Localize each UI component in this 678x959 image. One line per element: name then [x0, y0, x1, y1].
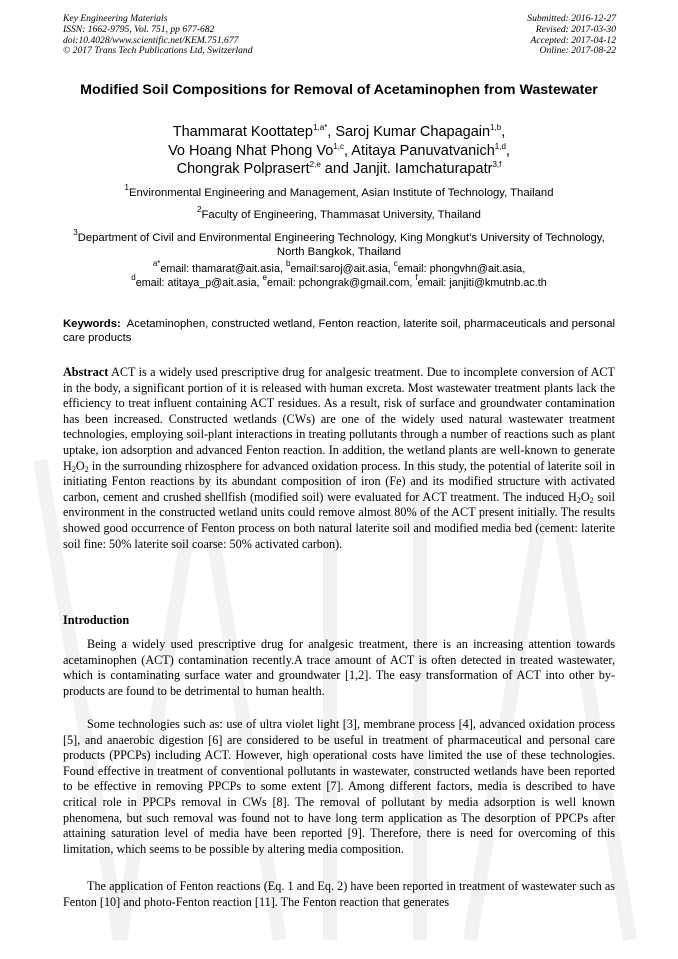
email-sup: b [285, 259, 291, 268]
chem-sub: 2 [589, 495, 594, 505]
keywords-label: Keywords: [63, 318, 121, 330]
keywords-text: Acetaminophen, constructed wetland, Fenton reaction, laterite soil, pharmaceuticals and personal care products [63, 318, 615, 344]
abstract [63, 365, 615, 552]
abstract-text: in the surrounding rhizosphere for advanced oxidation process. In this study, the potential of laterite soil in initiating Fenton reactions by its abundant composition of iron (Fe) and its modified structure with activated carbon, cement and crushed shellfish (modified soil) were evaluated for ACT treatment. The induced [63, 458, 615, 504]
author-sup: 2,e [309, 160, 321, 169]
chem-sub: 2 [71, 464, 76, 474]
affiliation-sup: 1 [124, 183, 129, 192]
author-sup: 1,b [490, 123, 502, 132]
abstract-label: Abstract [63, 365, 109, 379]
journal-info [63, 14, 253, 57]
chem-o: O [75, 458, 85, 473]
chem-h: H [63, 458, 72, 473]
affiliation [63, 228, 615, 259]
email-list: $^{a*}$email: thamarat@ait.asia, $^b$email:saroj@ait.asia, $^c$email: phongvhn@ait.asia, $^d$email: atitaya_p@ait.asia, $^e$email: pchongrak@gmail.com, $^f$email: janjiti@kmutnb.ac.th [131, 259, 547, 289]
author-name: Thammarat Koottatep [172, 124, 314, 140]
chem-sub: 2 [84, 464, 89, 474]
journal-issn: ISSN: 1662-9795, Vol. 751, pp 677-682 [63, 23, 215, 35]
author-sup: 1,a* [313, 123, 328, 132]
date-submitted: Submitted: 2016-12-27 [527, 13, 616, 24]
affiliation [63, 183, 615, 200]
submission-dates [527, 14, 616, 57]
paragraph-text: Being a widely used prescriptive drug for analgesic treatment, there is an increasing attention towards acetaminophen (ACT) contamination recently.A trace amount of ACT is often detected in treated wastewater, which is contaminating surface water and groundwater [1,2]. The easy transformation of ACT into other by-products are found to be detrimental to human health. [63, 637, 615, 698]
affiliation-text: Faculty of Engineering, Thammasat University, Thailand [201, 209, 481, 221]
email-sup: d [131, 273, 136, 282]
author-name: Atitaya Panuvatvanich [351, 142, 495, 159]
paragraph [63, 717, 615, 857]
journal-doi: doi:10.4028/www.scientific.net/KEM.751.677 [63, 34, 239, 46]
paragraph-text: The application of Fenton reactions (Eq. 1 and Eq. 2) have been reported in treatment of wastewater such as Fenton [10] and photo-Fenton reaction [11]. The Fenton reaction that generates [63, 879, 615, 909]
email-sup: e [262, 273, 267, 282]
chem-o: O [580, 489, 590, 504]
paragraph [63, 637, 615, 699]
author-name: Vo Hoang Nhat Phong Vo [168, 142, 334, 159]
author-sup: 1,d [494, 141, 506, 151]
date-revised: Revised: 2017-03-30 [535, 23, 616, 35]
paper-title: Modified Soil Compositions for Removal of Acetaminophen from Wastewater [80, 82, 598, 98]
email[interactable]: email: janjiti@kmutnb.ac.th [417, 277, 547, 289]
affiliation-sup: 3 [73, 228, 78, 237]
journal-name: Key Engineering Materials [63, 13, 168, 24]
chem-sub: 2 [576, 495, 581, 505]
author-name: Janjit. Iamchaturapatr [353, 161, 493, 177]
affiliation-text: Environmental Engineering and Management, Asian Institute of Technology, Thailand [128, 187, 554, 199]
chem-h: H [568, 489, 577, 504]
date-accepted: Accepted: 2017-04-12 [530, 34, 616, 46]
email-sup: a* [152, 259, 161, 268]
paragraph [63, 879, 615, 910]
affiliation [63, 205, 615, 222]
abstract-text: ACT is a widely used prescriptive drug for analgesic treatment. Due to incomplete conversion of ACT in the body, a significant portion of it is released with human excreta. Most wastewater treatment plants lack the efficiency to treat influent containing ACT residues. As a result, risk of surface and groundwater contamination has been increased. Constructed wetlands (CWs) are one of the widely used natural wastewater treatment technologies, employing soil-plant interactions in treating pollutants through a number of reactions such as plant uptake, ion adsorption and advanced Fenton reaction. In addition, the wetland plants are well-known to generate [63, 365, 616, 457]
date-online: Online: 2017-08-22 [539, 45, 616, 57]
abstract-text: soil environment in the constructed wetland units could remove almost 80% of the ACT present initially. The results showed good occurrence of Fenton process on both natural laterite soil and modified media bed (cement: laterite soil fine: 50% laterite soil coarse: 50% activated carbon). [63, 489, 615, 551]
author-sup: 3,f [492, 160, 502, 169]
journal-copyright: © 2017 Trans Tech Publications Ltd, Switzerland [63, 45, 253, 57]
email-sup: f [415, 273, 418, 282]
author-name: Chongrak Polprasert [176, 161, 310, 177]
affiliation-text: Department of Civil and Environmental Engineering Technology, King Mongkut’s University of Technology, North Bangkok, Thailand [77, 232, 605, 258]
author-list: Thammarat Koottatep$^{1,a*}$, Saroj Kumar Chapagain$^{1,b}$, Vo Hoang Nhat Phong Vo$^{1,c}$, Atitaya Panuvatvanich$^{1,d}$, Chongrak Polprasert$^{2,e}$ and Janjit. Iamchaturapatr$^{3,f}$ [168, 123, 510, 177]
email[interactable]: email:saroj@ait.asia [290, 263, 388, 275]
affiliation-sup: 2 [197, 205, 202, 214]
email[interactable]: email: phongvhn@ait.asia [397, 263, 523, 275]
email-sup: c [393, 259, 398, 268]
author-name: Saroj Kumar Chapagain [335, 124, 491, 140]
author-sup: 1,c [333, 141, 345, 151]
email[interactable]: email: thamarat@ait.asia [160, 263, 280, 275]
paragraph-text: Some technologies such as: use of ultra violet light [3], membrane process [4], advanced oxidation process [5], and anaerobic digestion [6] are considered to be useful in treatment of pharmaceutical and personal care products (PPCPs) including ACT. However, high operational costs have limited the use of these technologies. Found effective in treatment of conventional pollutants in wastewater, constructed wetlands have been reported to be effective in removing PPCPs to some extent [7]. Among different factors, media is described to have critical role in PPCPs removal in CWs [8]. The removal of pollutant by media adsorption is well known phenomena, but such removal was found not to have long term application as The desorption of PPCPs after attaining saturation level of media have been reported [9]. Therefore, there is need for overcoming of this limitation, which seems to be possible by altering media composition. [63, 717, 615, 856]
keywords [63, 317, 615, 345]
section-heading: Introduction [63, 613, 130, 627]
email[interactable]: email: pchongrak@gmail.com [266, 277, 410, 289]
email[interactable]: email: atitaya_p@ait.asia [135, 277, 257, 289]
